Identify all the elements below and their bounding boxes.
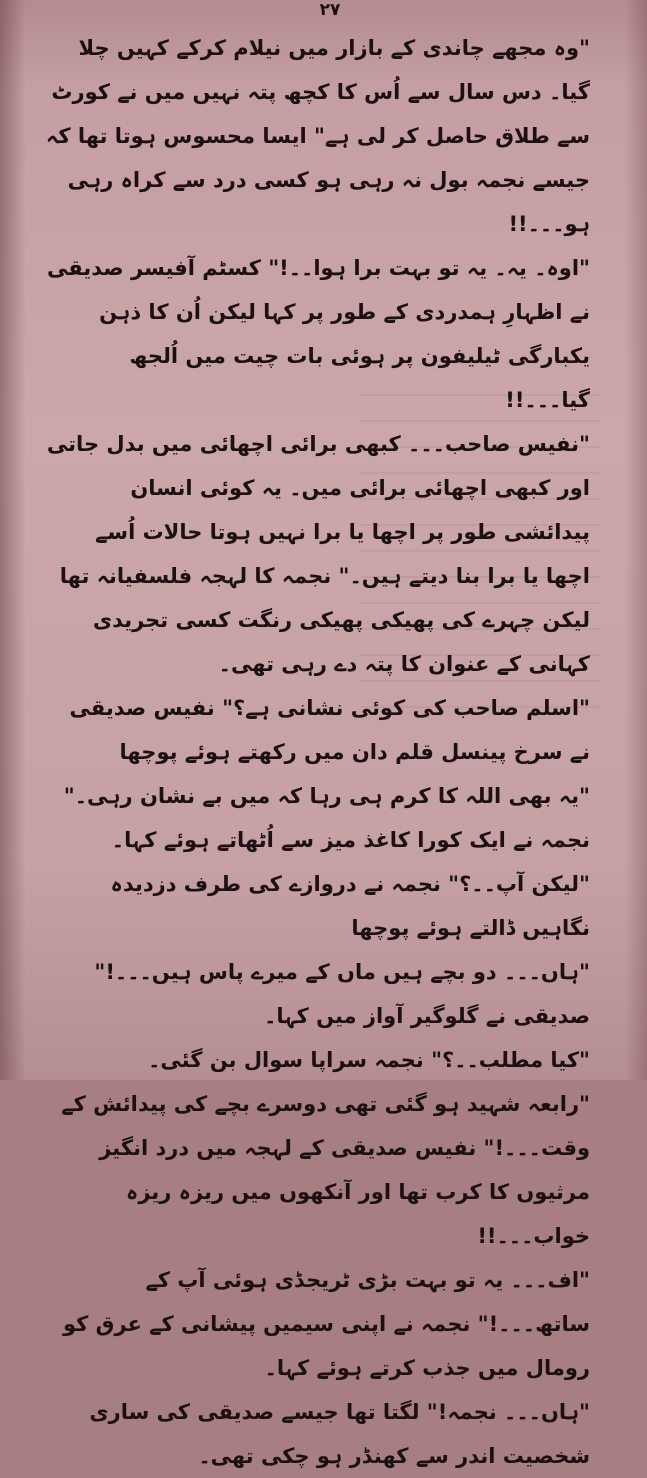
paragraph: "ہاں۔۔۔ دو بچے ہیں ماں کے میرے پاس ہیں۔۔۔!" صدیقی نے گلوگیر آواز میں کہا۔ (94, 960, 590, 1028)
paragraph: "اوہ۔ یہ۔ یہ تو بہت برا ہوا۔۔!" کسٹم آفیسر صدیقی نے اظہارِ ہمدردی کے طور پر کہا لیکن اُن کا ذہن یکبارگی ٹیلیفون پر ہوئی بات چیت میں اُلجھ گیا۔۔۔!! (47, 256, 590, 412)
paragraph: "نفیس صاحب۔۔۔ کبھی برائی اچھائی میں بدل جاتی اور کبھی اچھائی برائی میں۔ یہ کوئی انسان پیدائشی طور پر اچھا یا برا نہیں ہوتا حالات اُسے اچھا یا برا بنا دیتے ہیں۔" نجمہ کا لہجہ فلسفیانہ تھا لیکن چہرے کی پھیکی پھیکی رنگت کسی تجریدی کہانی کے عنوان کا پتہ دے رہی تھی۔ (46, 432, 590, 676)
paragraph: "اسلم صاحب کی کوئی نشانی ہے؟" نفیس صدیقی نے سرخ پینسل قلم دان میں رکھتے ہوئے پوچھا (69, 696, 590, 764)
paragraph: "یہ بھی اللہ کا کرم ہی رہا کہ میں بے نشان رہی۔" نجمہ نے ایک کورا کاغذ میز سے اُٹھاتے ہوئے کہا۔ (63, 784, 590, 852)
page-body (44, 26, 612, 1478)
paragraph: "کیا مطلب۔۔؟" نجمہ سراپا سوال بن گئی۔ (148, 1048, 590, 1072)
paragraph: "ہاں۔۔۔ نجمہ!" لگتا تھا جیسے صدیقی کی ساری شخصیت اندر سے کھنڈر ہو چکی تھی۔ (89, 1400, 590, 1468)
paragraph: "وہ مجھے چاندی کے بازار میں نیلام کرکے کہیں چلا گیا۔ دس سال سے اُس کا کچھ پتہ نہیں میں نے کورٹ سے طلاق حاصل کر لی ہے" ایسا محسوس ہوتا تھا کہ جیسے نجمہ بول نہ رہی ہو کسی درد سے کراہ رہی ہو۔۔۔!! (46, 36, 590, 236)
paragraph: "لیکن آپ۔۔؟" نجمہ نے دروازے کی طرف دزدیدہ نگاہیں ڈالتے ہوئے پوچھا (110, 872, 590, 940)
paragraph: "رابعہ شہید ہو گئی تھی دوسرے بچے کی پیدائش کے وقت۔۔۔!" نفیس صدیقی کے لہجہ میں درد انگیز مرثیوں کا کرب تھا اور آنکھوں میں ریزہ ریزہ خواب۔۔۔!! (61, 1092, 590, 1248)
page-number: ۲۷ (319, 0, 341, 20)
paragraph: "اف۔۔۔ یہ تو بہت بڑی ٹریجڈی ہوئی آپ کے ساتھ۔۔۔!" نجمہ نے اپنی سیمیں پیشانی کے عرق کو رومال میں جذب کرتے ہوئے کہا۔ (62, 1268, 590, 1380)
